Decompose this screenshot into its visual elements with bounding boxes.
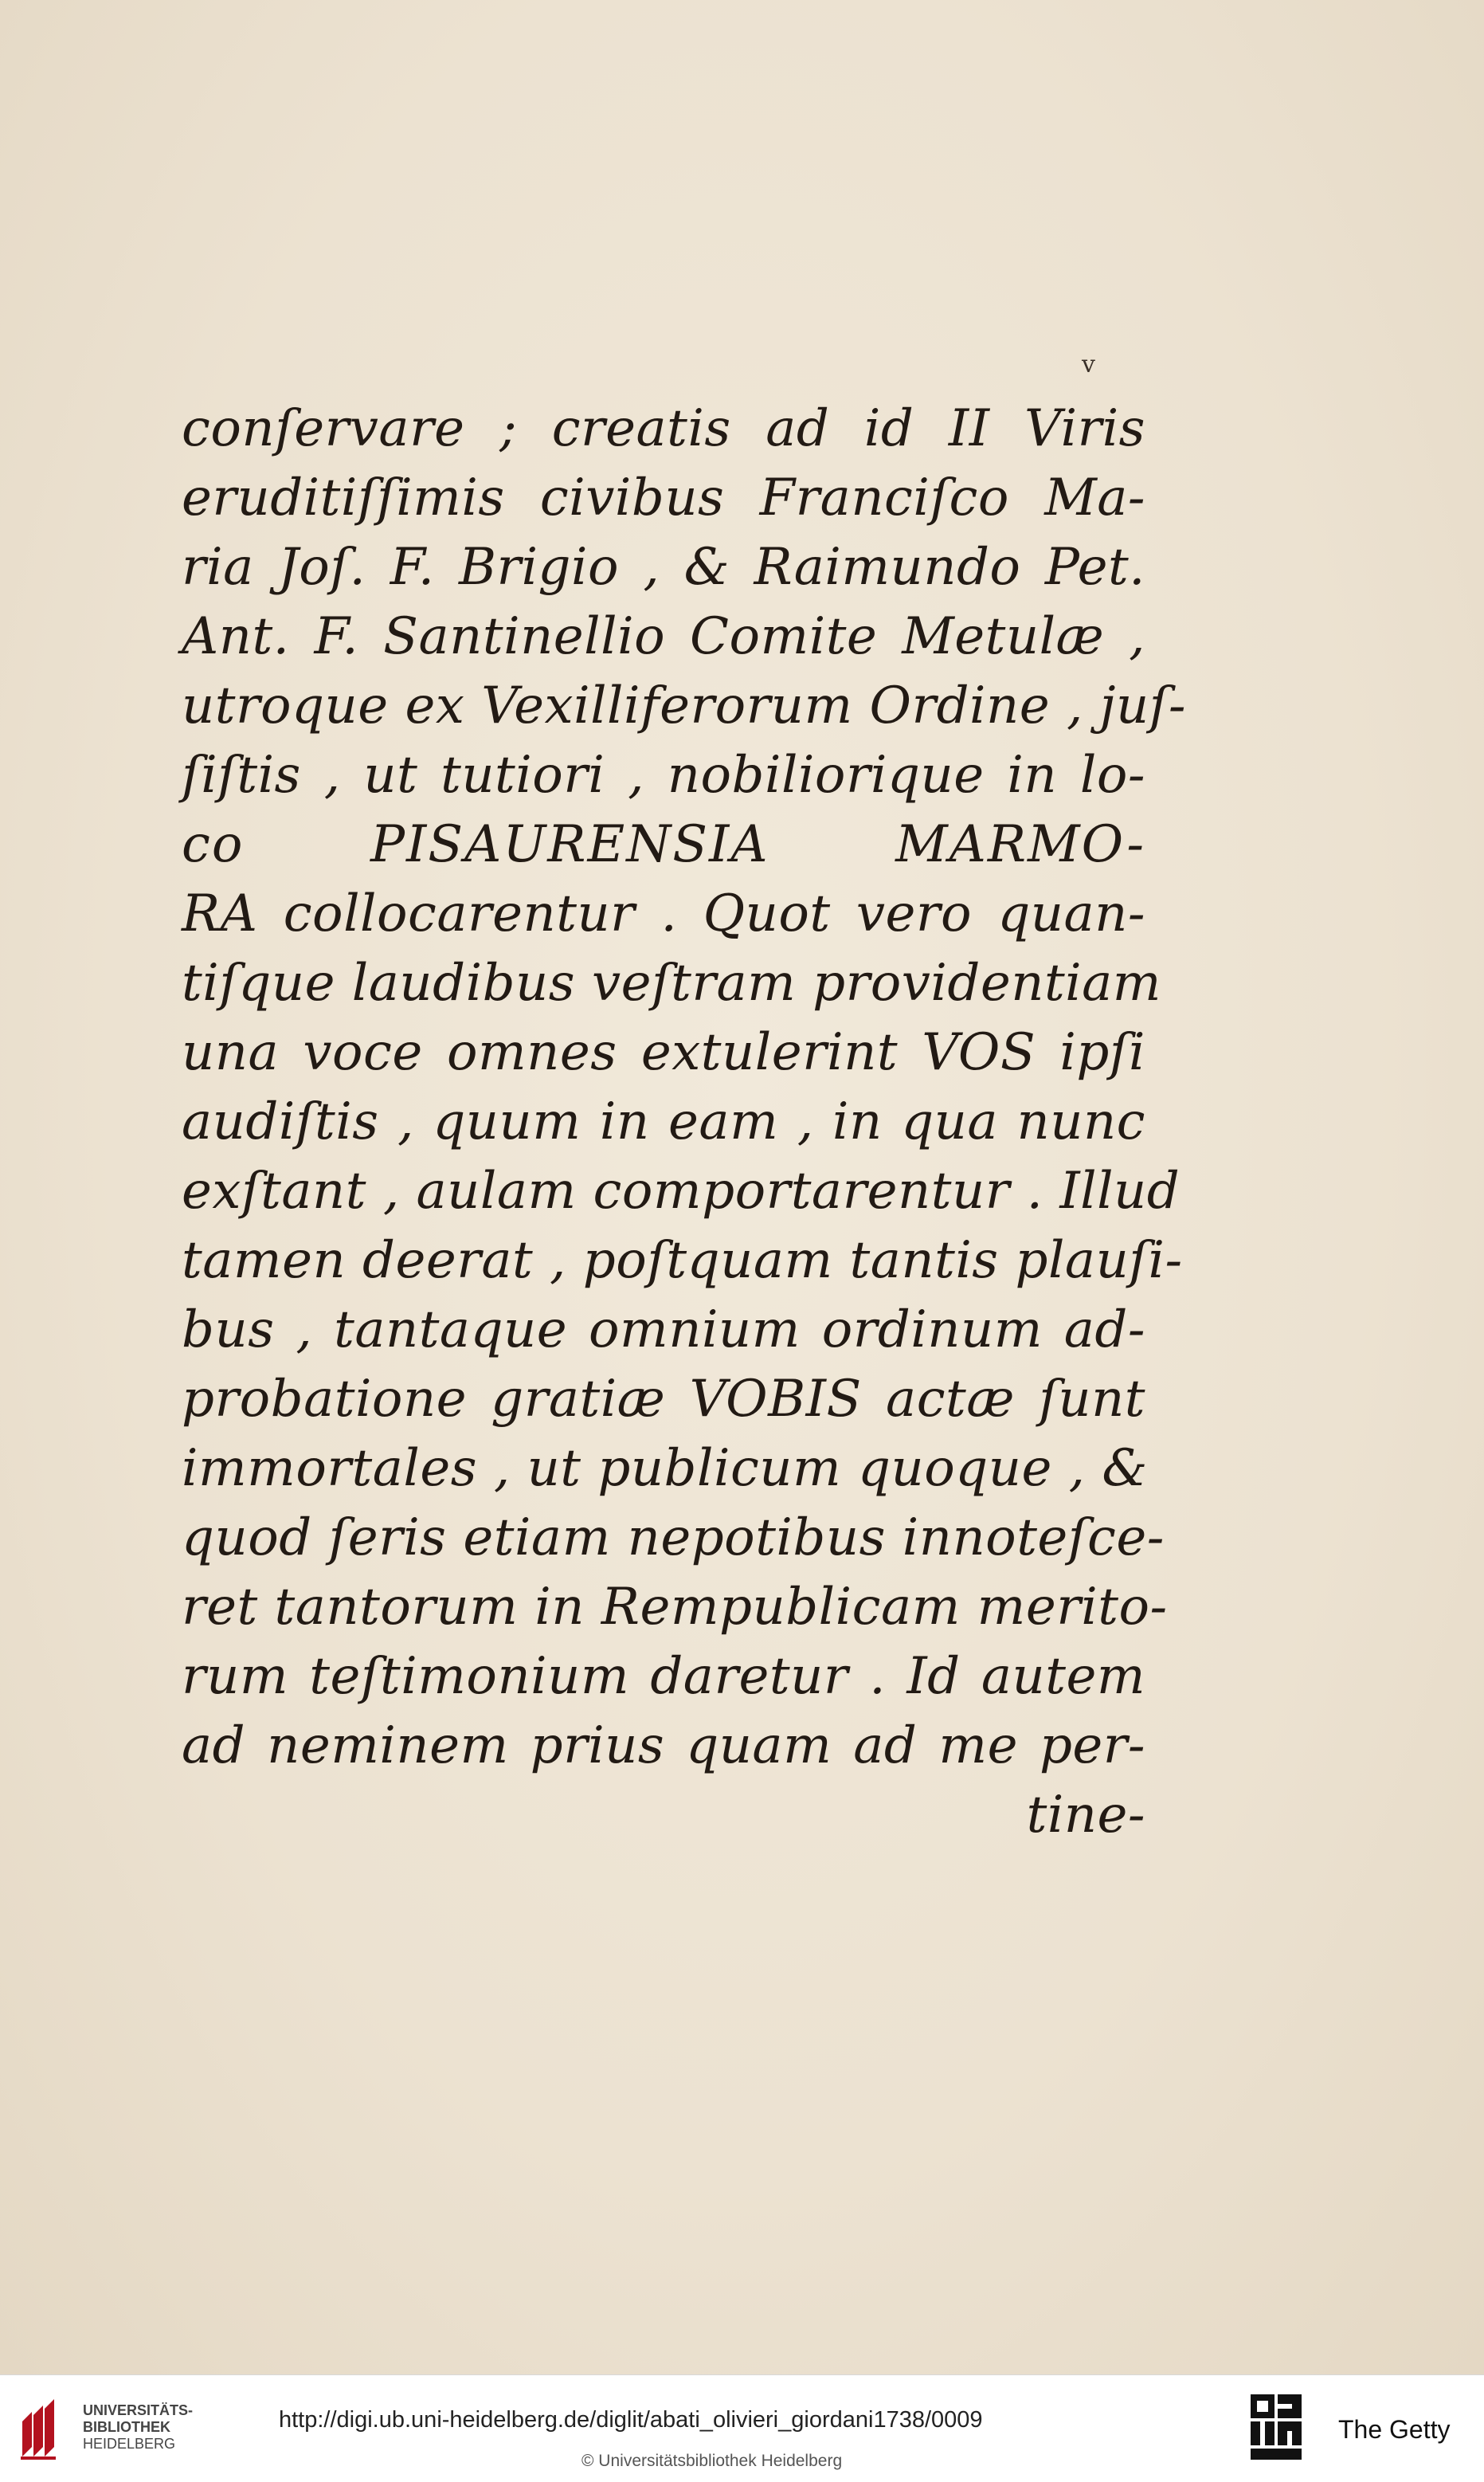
- text-line: RA collocarentur . Quot vero quan-: [182, 884, 1145, 943]
- ub-heidelberg-logo-icon[interactable]: [18, 2398, 59, 2461]
- text-line: quod ſeris etiam nepotibus innoteſce-: [182, 1508, 1165, 1567]
- text-line: ria Joſ. F. Brigio , & Raimundo Pet.: [182, 538, 1145, 597]
- text-line: ſiſtis , ut tutiori , nobiliorique in lo-: [182, 746, 1145, 805]
- text-line: rum teſtimonium daretur . Id autem: [182, 1647, 1145, 1706]
- library-name: [83, 2402, 193, 2453]
- text-line: tamen deerat , poſtquam tantis plauſi-: [182, 1231, 1183, 1290]
- copyright-notice: © Universitätsbibliothek Heidelberg: [581, 2452, 843, 2470]
- getty-logo-icon[interactable]: [1249, 2393, 1305, 2463]
- viewer-footer: [0, 2374, 1484, 2482]
- text-line: exſtant , aulam comportarentur . Illud: [182, 1162, 1181, 1221]
- body-text: [182, 394, 1186, 1850]
- permalink-url[interactable]: http://digi.ub.uni-heidelberg.de/diglit/abati_olivieri_giordani1738/0009: [279, 2407, 983, 2433]
- library-name-line: BIBLIOTHEK: [83, 2419, 170, 2435]
- text-line: tiſque laudibus veſtram providentiam: [182, 954, 1161, 1013]
- library-name-line: UNIVERSITÄTS-: [83, 2402, 194, 2418]
- text-line: co PISAURENSIA MARMO-: [182, 815, 1145, 874]
- text-line: Ant. F. Santinellio Comite Metulæ ,: [182, 607, 1145, 666]
- text-line: probatione gratiæ VOBIS actæ ſunt: [182, 1370, 1145, 1429]
- signature-mark: v: [1082, 351, 1095, 378]
- text-line: conſervare ; creatis ad id II Viris: [182, 399, 1145, 458]
- text-line: ret tantorum in Rempublicam merito-: [182, 1578, 1168, 1637]
- text-line: eruditiſſimis civibus Franciſco Ma-: [182, 469, 1145, 527]
- text-line: bus , tantaque omnium ordinum ad-: [182, 1300, 1145, 1359]
- partner-name[interactable]: The Getty: [1338, 2415, 1451, 2444]
- catchword: tine-: [1026, 1786, 1145, 1845]
- text-line: una voce omnes extulerint VOS ipſi: [182, 1023, 1145, 1082]
- text-line: utroque ex Vexilliferorum Ordine , juſ-: [182, 676, 1186, 735]
- library-name-line: HEIDELBERG: [83, 2436, 176, 2452]
- text-line: immortales , ut publicum quoque , &: [182, 1439, 1148, 1498]
- text-line: audiſtis , quum in eam , in qua nunc: [182, 1092, 1145, 1151]
- text-line: ad neminem prius quam ad me per-: [182, 1716, 1145, 1775]
